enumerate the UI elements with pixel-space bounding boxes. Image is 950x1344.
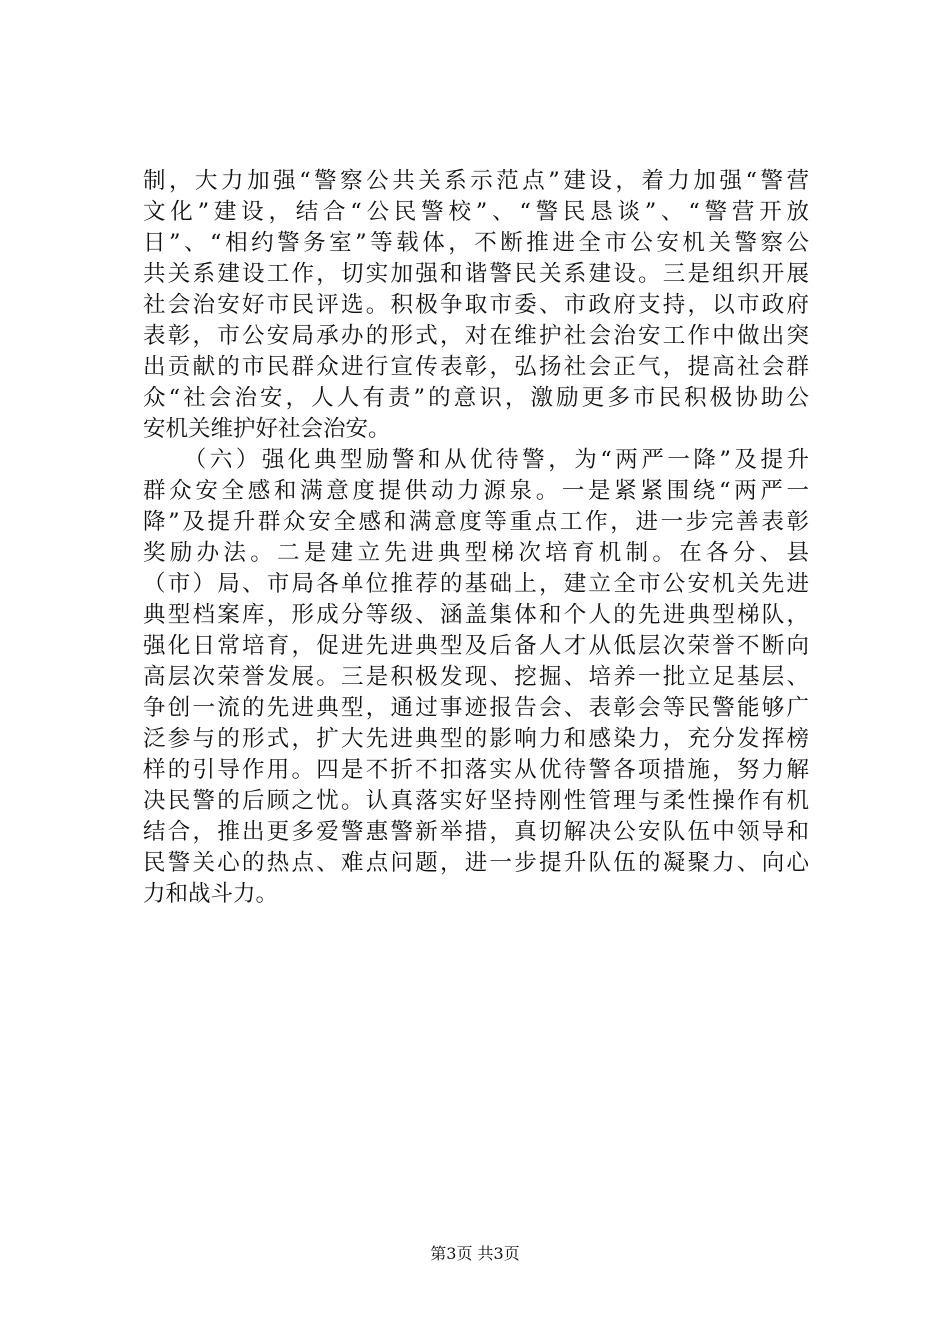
text-line: 文化”建设，结合“公民警校”、“警民恳谈”、“警营开放 (143, 199, 809, 225)
body-text (143, 166, 809, 910)
text-line: 表彰，市公安局承办的形式，对在维护社会治安工作中做出突 (143, 323, 809, 349)
text-line: 泛参与的形式，扩大先进典型的影响力和感染力，充分发挥榜 (143, 726, 809, 752)
page-number: 第3页 共3页 (430, 1244, 520, 1263)
text-line: （六）强化典型励警和从优待警，为“两严一降”及提升 (143, 447, 809, 473)
text-line: 力和战斗力。 (143, 881, 279, 907)
text-line: 样的引导作用。四是不折不扣落实从优待警各项措施，努力解 (143, 757, 809, 783)
text-line: 制，大力加强“警察公共关系示范点”建设，着力加强“警营 (143, 168, 809, 194)
text-line: （市）局、市局各单位推荐的基础上，建立全市公安机关先进 (143, 571, 809, 597)
text-line: 决民警的后顾之忧。认真落实好坚持刚性管理与柔性操作有机 (143, 788, 809, 814)
text-line: 出贡献的市民群众进行宣传表彰，弘扬社会正气，提高社会群 (143, 354, 809, 380)
text-line: 争创一流的先进典型，通过事迹报告会、表彰会等民警能够广 (143, 695, 809, 721)
text-line: 强化日常培育，促进先进典型及后备人才从低层次荣誉不断向 (143, 633, 809, 659)
text-line: 共关系建设工作，切实加强和谐警民关系建设。三是组织开展 (143, 261, 809, 287)
text-line: 降”及提升群众安全感和满意度等重点工作，进一步完善表彰 (143, 509, 809, 535)
text-line: 社会治安好市民评选。积极争取市委、市政府支持，以市政府 (143, 292, 809, 318)
text-line: 民警关心的热点、难点问题，进一步提升队伍的凝聚力、向心 (143, 850, 809, 876)
page-footer (0, 1244, 950, 1264)
text-line: 结合，推出更多爱警惠警新举措，真切解决公安队伍中领导和 (143, 819, 809, 845)
text-line: 高层次荣誉发展。三是积极发现、挖掘、培养一批立足基层、 (143, 664, 809, 690)
text-line: 安机关维护好社会治安。 (143, 416, 391, 442)
text-line: 众“社会治安，人人有责”的意识，激励更多市民积极协助公 (143, 385, 809, 411)
text-line: 群众安全感和满意度提供动力源泉。一是紧紧围绕“两严一 (143, 478, 809, 504)
text-line: 典型档案库，形成分等级、涵盖集体和个人的先进典型梯队， (143, 602, 809, 628)
text-line: 日”、“相约警务室”等载体，不断推进全市公安机关警察公 (143, 230, 809, 256)
text-line: 奖励办法。二是建立先进典型梯次培育机制。在各分、县 (143, 540, 809, 566)
